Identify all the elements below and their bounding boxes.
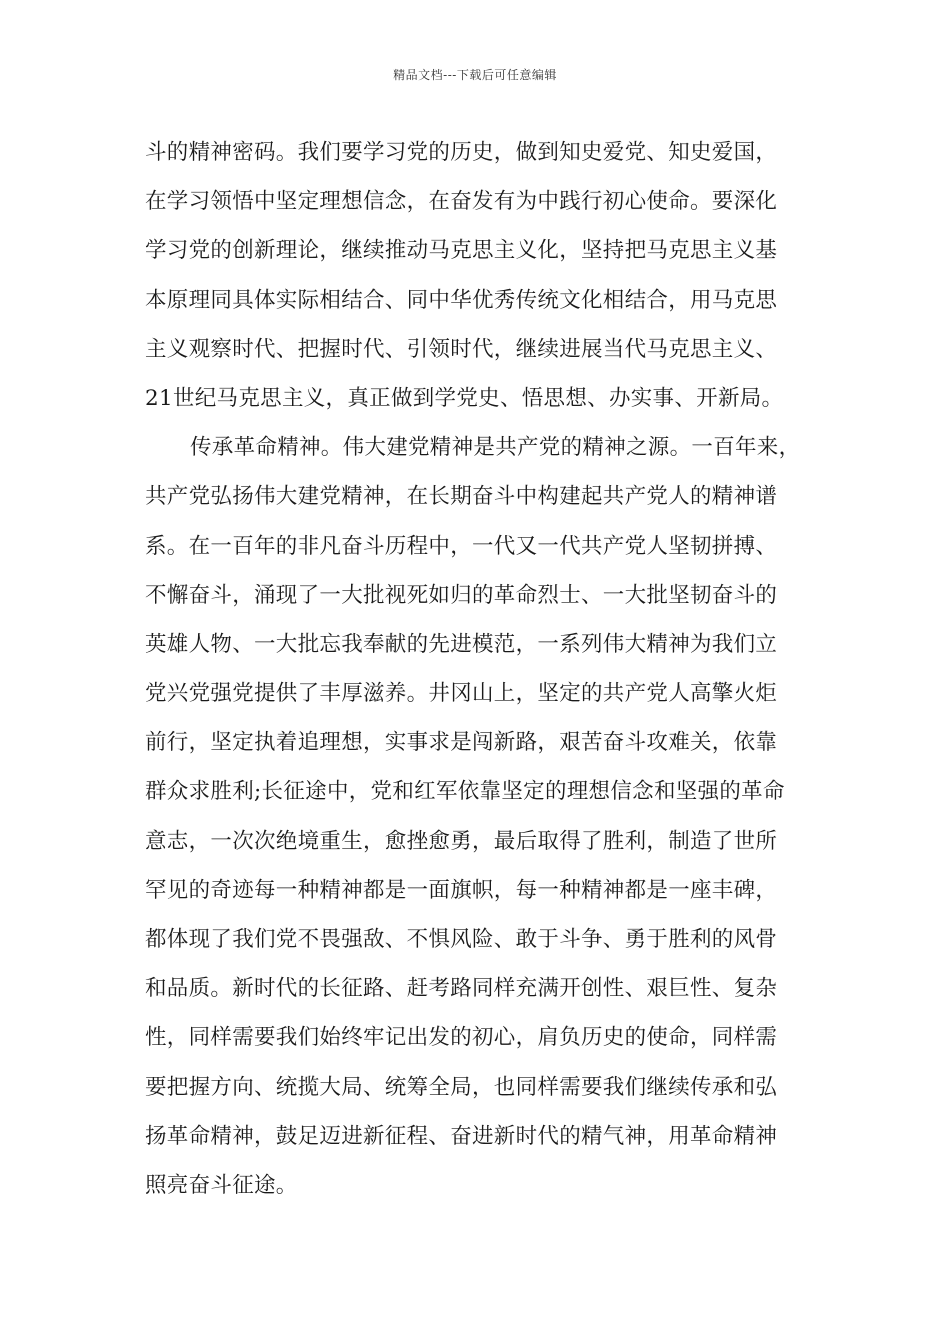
text-line: 英雄人物、一大批忘我奉献的先进模范，一系列伟大精神为我们立 [145, 631, 778, 657]
page-header: 精品文档---下载后可任意编辑 [393, 68, 557, 82]
text-line: 意志，一次次绝境重生，愈挫愈勇，最后取得了胜利，制造了世所 [145, 828, 778, 854]
text-line: 前行，坚定执着追理想，实事求是闯新路，艰苦奋斗攻难关，依靠 [145, 730, 778, 756]
text-line: 在学习领悟中坚定理想信念，在奋发有为中践行初心使命。要深化 [145, 189, 778, 215]
text-line: 主义观察时代、把握时代、引领时代，继续进展当代马克思主义、 [145, 336, 778, 362]
body-text [145, 128, 835, 1210]
text-line: 和品质。新时代的长征路、赶考路同样充满开创性、艰巨性、复杂 [145, 976, 778, 1002]
text-line: 罕见的奇迹每一种精神都是一面旗帜，每一种精神都是一座丰碑， [145, 877, 778, 903]
text-line: 不懈奋斗，涌现了一大批视死如归的革命烈士、一大批坚韧奋斗的 [145, 582, 778, 608]
text-line: 要把握方向、统揽大局、统筹全局，也同样需要我们继续传承和弘 [145, 1074, 778, 1100]
text-line: 性，同样需要我们始终牢记出发的初心，肩负历史的使命，同样需 [145, 1025, 778, 1051]
text-line: 群众求胜利;长征途中，党和红军依靠坚定的理想信念和坚强的革命 [145, 779, 785, 805]
text-line: 斗的精神密码。我们要学习党的历史，做到知史爱党、知史爱国， [145, 140, 778, 165]
text-line: 21世纪马克思主义，真正做到学党史、悟思想、办实事、开新局。 [145, 385, 784, 411]
text-line: 传承革命精神。伟大建党精神是共产党的精神之源。一百年来， [190, 435, 801, 461]
text-line: 都体现了我们党不畏强敌、不惧风险、敢于斗争、勇于胜利的风骨 [145, 927, 778, 952]
text-line: 党兴党强党提供了丰厚滋养。井冈山上，坚定的共产党人高擎火炬 [145, 681, 778, 707]
text-line: 系。在一百年的非凡奋斗历程中，一代又一代共产党人坚韧拼搏、 [145, 533, 778, 559]
paragraph-2 [145, 423, 835, 1210]
text-line: 照亮奋斗征途。 [145, 1172, 298, 1198]
text-line: 共产党弘扬伟大建党精神，在长期奋斗中构建起共产党人的精神谱 [145, 484, 778, 510]
text-line: 本原理同具体实际相结合、同中华优秀传统文化相结合，用马克思 [145, 287, 778, 313]
paragraph-1 [145, 128, 835, 423]
text-line: 学习党的创新理论，继续推动马克思主义化，坚持把马克思主义基 [145, 238, 778, 264]
text-line: 扬革命精神，鼓足迈进新征程、奋进新时代的精气神，用革命精神 [145, 1123, 778, 1149]
